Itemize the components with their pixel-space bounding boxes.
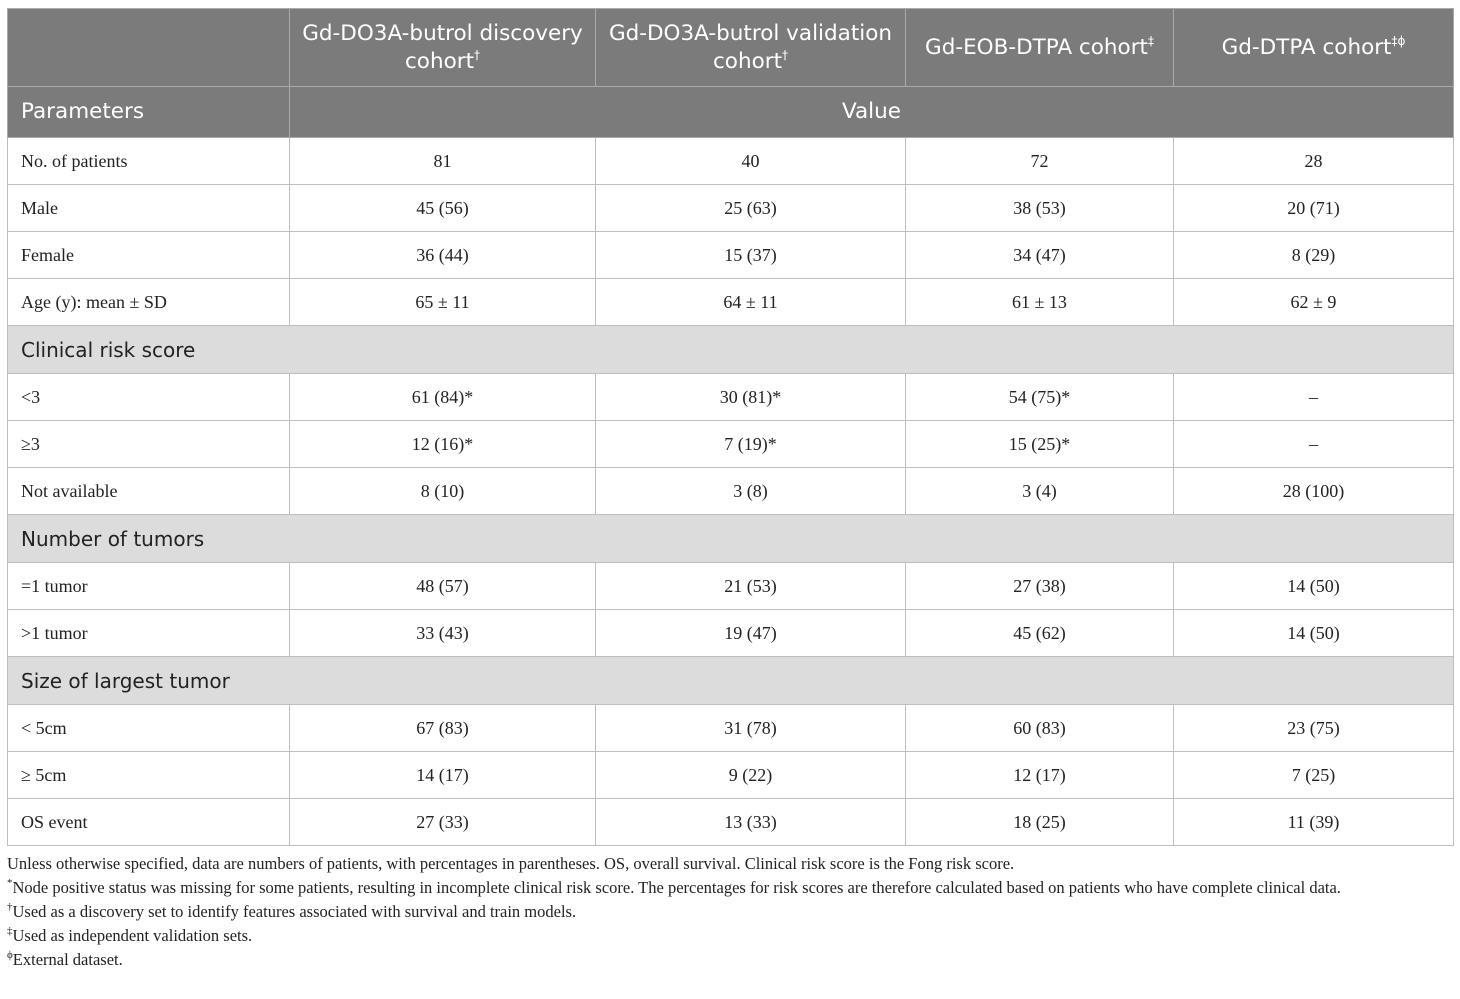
footnote-mark: † xyxy=(7,901,13,913)
value-cell: 65 ± 11 xyxy=(290,279,596,326)
row-label: ≥3 xyxy=(8,421,290,468)
section-title: Clinical risk score xyxy=(8,326,1454,374)
value-cell: 14 (17) xyxy=(290,752,596,799)
row-label: =1 tumor xyxy=(8,563,290,610)
row-label: No. of patients xyxy=(8,138,290,185)
value-cell: 21 (53) xyxy=(596,563,906,610)
value-cell: 60 (83) xyxy=(906,705,1174,752)
value-cell: 48 (57) xyxy=(290,563,596,610)
value-cell: 11 (39) xyxy=(1174,799,1454,846)
table-header xyxy=(8,9,1454,138)
value-cell: 81 xyxy=(290,138,596,185)
parameters-header: Parameters xyxy=(8,87,290,138)
value-cell: 25 (63) xyxy=(596,185,906,232)
header-cell-discovery-cohort xyxy=(290,9,596,87)
value-cell: 3 (8) xyxy=(596,468,906,515)
footnote-text: External dataset. xyxy=(12,950,123,969)
row-label: ≥ 5cm xyxy=(8,752,290,799)
section-title: Number of tumors xyxy=(8,515,1454,563)
value-cell: 54 (75)* xyxy=(906,374,1174,421)
table-row xyxy=(8,138,1454,185)
value-cell: 23 (75) xyxy=(1174,705,1454,752)
value-cell: 34 (47) xyxy=(906,232,1174,279)
footnote-text: Used as independent validation sets. xyxy=(12,926,253,945)
row-label: >1 tumor xyxy=(8,610,290,657)
header-row-parameters xyxy=(8,87,1454,138)
table-row xyxy=(8,610,1454,657)
table-body xyxy=(8,138,1454,846)
value-cell: 18 (25) xyxy=(906,799,1174,846)
header-label: Gd-EOB-DTPA cohort xyxy=(925,34,1148,60)
footnote xyxy=(7,948,1455,972)
table-footnotes xyxy=(7,852,1455,972)
row-label: OS event xyxy=(8,799,290,846)
value-cell: 31 (78) xyxy=(596,705,906,752)
value-cell: 12 (17) xyxy=(906,752,1174,799)
footnote-text: Unless otherwise specified, data are numbers of patients, with percentages in parentheses. OS, overall survival. Clinical risk score is the Fong risk score. xyxy=(7,854,1015,873)
section-row xyxy=(8,657,1454,705)
value-cell: 27 (38) xyxy=(906,563,1174,610)
footnote xyxy=(7,900,1455,924)
value-cell: 28 xyxy=(1174,138,1454,185)
value-cell: 72 xyxy=(906,138,1174,185)
value-cell: 15 (37) xyxy=(596,232,906,279)
footnote-mark: * xyxy=(7,877,13,889)
section-row xyxy=(8,515,1454,563)
row-label: Not available xyxy=(8,468,290,515)
value-cell: 14 (50) xyxy=(1174,563,1454,610)
value-cell: 3 (4) xyxy=(906,468,1174,515)
table-row xyxy=(8,705,1454,752)
value-cell: 27 (33) xyxy=(290,799,596,846)
value-cell: 30 (81)* xyxy=(596,374,906,421)
value-cell: 61 ± 13 xyxy=(906,279,1174,326)
value-cell: 62 ± 9 xyxy=(1174,279,1454,326)
footnote-mark: ϕ xyxy=(7,949,13,961)
footnote xyxy=(7,852,1455,876)
header-sup: † xyxy=(474,47,481,62)
header-cell-validation-cohort xyxy=(596,9,906,87)
row-label: Age (y): mean ± SD xyxy=(8,279,290,326)
value-cell: 33 (43) xyxy=(290,610,596,657)
header-sup: ‡ xyxy=(1147,33,1154,48)
header-sup: † xyxy=(782,47,789,62)
footnote-mark: ‡ xyxy=(7,925,13,937)
value-cell: 40 xyxy=(596,138,906,185)
table-row xyxy=(8,185,1454,232)
cohort-table-container xyxy=(7,8,1453,846)
header-sup: ‡ϕ xyxy=(1391,33,1406,48)
value-cell: 7 (19)* xyxy=(596,421,906,468)
value-cell: 8 (10) xyxy=(290,468,596,515)
value-cell: 20 (71) xyxy=(1174,185,1454,232)
value-cell: 36 (44) xyxy=(290,232,596,279)
value-header: Value xyxy=(290,87,1454,138)
table-row xyxy=(8,563,1454,610)
table-row xyxy=(8,374,1454,421)
row-label: <3 xyxy=(8,374,290,421)
footnote xyxy=(7,924,1455,948)
header-label: Gd-DO3A-butrol discovery cohort xyxy=(302,20,583,74)
table-row xyxy=(8,232,1454,279)
value-cell: 15 (25)* xyxy=(906,421,1174,468)
value-cell: 9 (22) xyxy=(596,752,906,799)
value-cell: 19 (47) xyxy=(596,610,906,657)
value-cell: 64 ± 11 xyxy=(596,279,906,326)
row-label: Male xyxy=(8,185,290,232)
row-label: < 5cm xyxy=(8,705,290,752)
value-cell: 28 (100) xyxy=(1174,468,1454,515)
value-cell: – xyxy=(1174,421,1454,468)
table-row xyxy=(8,468,1454,515)
header-label: Gd-DO3A-butrol validation cohort xyxy=(608,20,893,74)
section-title: Size of largest tumor xyxy=(8,657,1454,705)
value-cell: 45 (62) xyxy=(906,610,1174,657)
header-label: Gd-DTPA cohort xyxy=(1221,34,1392,60)
header-row-cohorts xyxy=(8,9,1454,87)
header-cell-empty xyxy=(8,9,290,87)
footnote xyxy=(7,876,1455,900)
header-cell-dtpa-cohort xyxy=(1174,9,1454,87)
table-row xyxy=(8,279,1454,326)
table-row xyxy=(8,752,1454,799)
value-cell: 14 (50) xyxy=(1174,610,1454,657)
value-cell: 8 (29) xyxy=(1174,232,1454,279)
value-cell: 7 (25) xyxy=(1174,752,1454,799)
header-cell-eob-dtpa-cohort xyxy=(906,9,1174,87)
value-cell: 13 (33) xyxy=(596,799,906,846)
footnote-text: Node positive status was missing for some patients, resulting in incomplete clinical risk score. The percentages for risk scores are therefore calculated based on patients who have complete clinical data. xyxy=(12,878,1341,897)
value-cell: 38 (53) xyxy=(906,185,1174,232)
value-cell: 61 (84)* xyxy=(290,374,596,421)
section-row xyxy=(8,326,1454,374)
value-cell: 45 (56) xyxy=(290,185,596,232)
row-label: Female xyxy=(8,232,290,279)
value-cell: 12 (16)* xyxy=(290,421,596,468)
value-cell: 67 (83) xyxy=(290,705,596,752)
value-cell: – xyxy=(1174,374,1454,421)
table-row xyxy=(8,421,1454,468)
table-row xyxy=(8,799,1454,846)
footnote-text: Used as a discovery set to identify features associated with survival and train models. xyxy=(12,902,577,921)
cohort-characteristics-table xyxy=(7,8,1454,846)
